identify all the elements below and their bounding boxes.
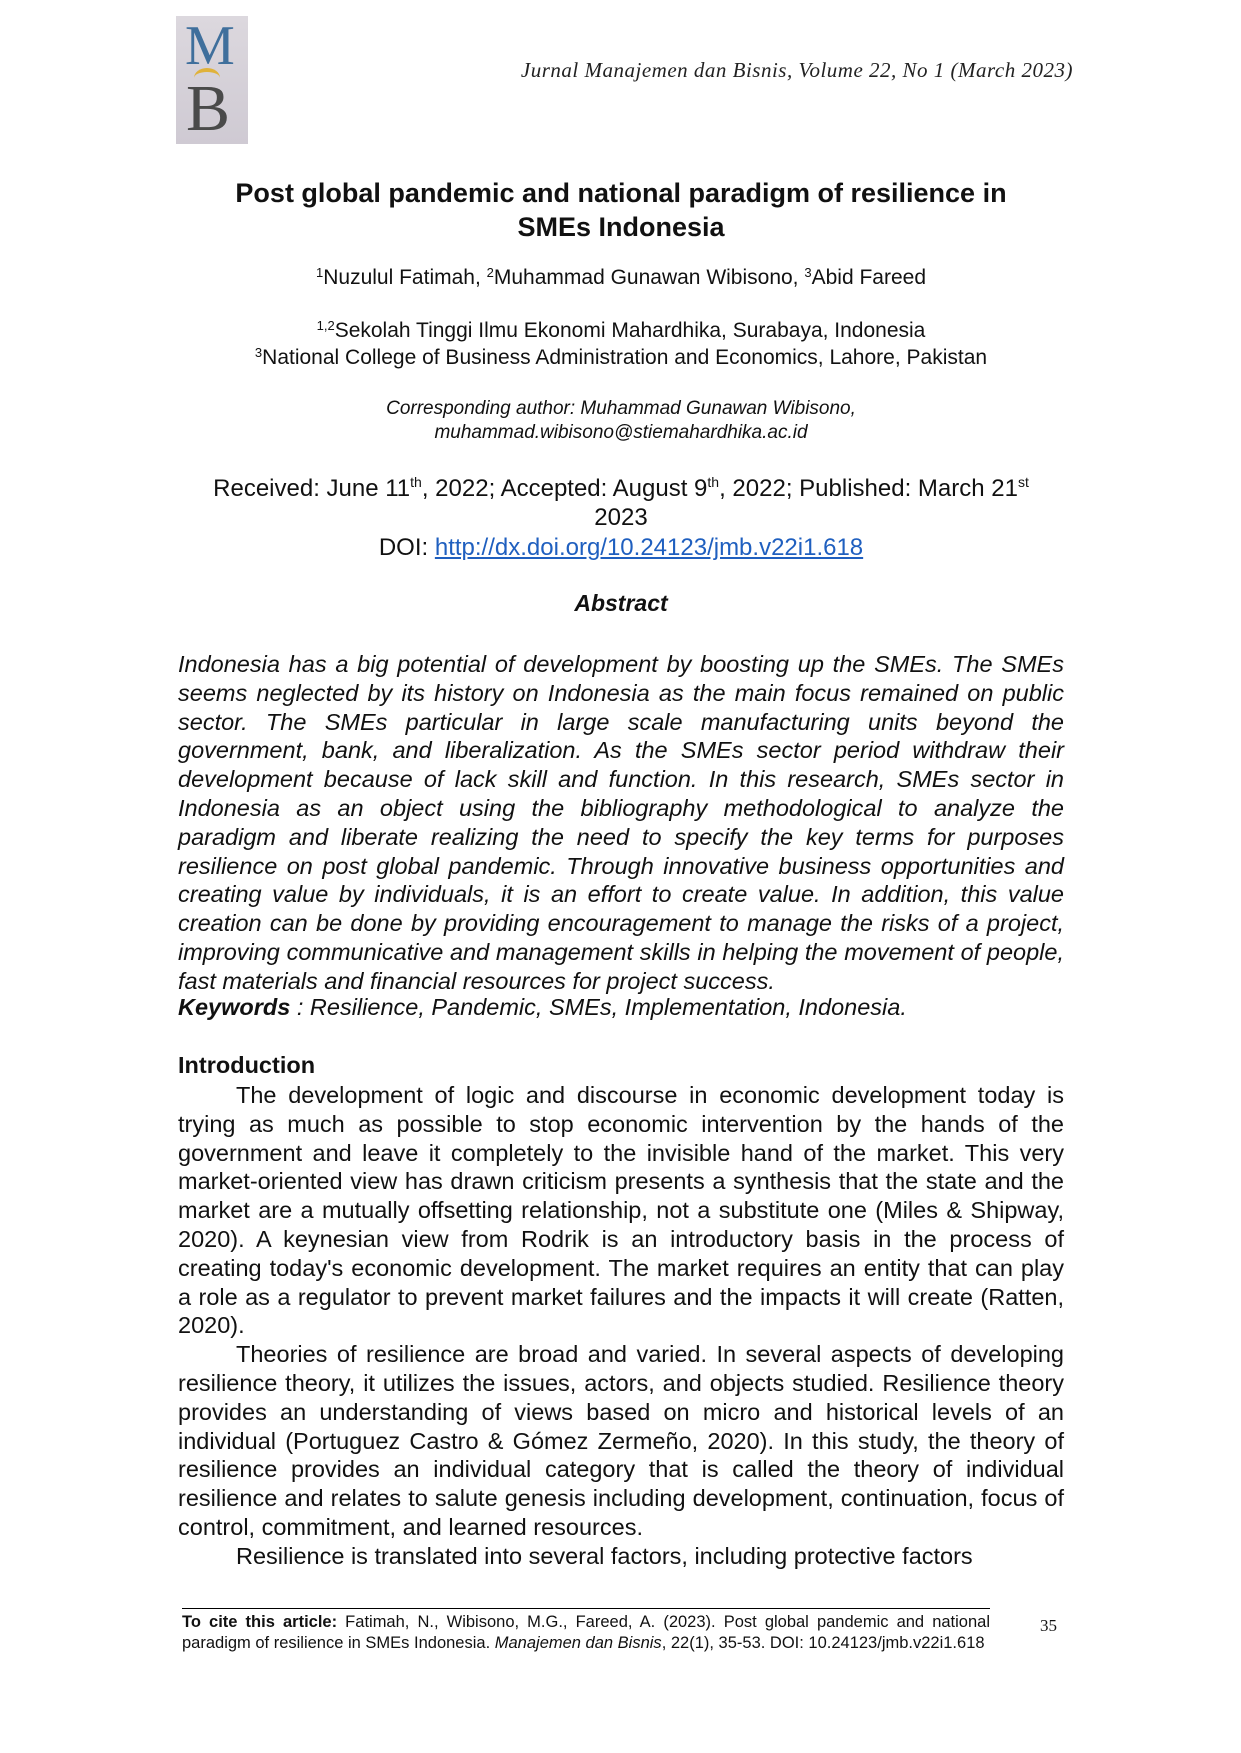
accepted-date: , 2022; Accepted: August 9: [421, 475, 708, 502]
cite-text-2: , 22(1), 35-53. DOI: 10.24123/jmb.v22i1.618: [661, 1633, 985, 1652]
logo-letter-m: M: [185, 15, 235, 77]
doi-label: DOI:: [378, 534, 435, 561]
keywords-text: : Resilience, Pandemic, SMEs, Implementation, Indonesia.: [290, 994, 907, 1020]
footer-divider: [182, 1608, 990, 1609]
accepted-sup: th: [707, 474, 720, 490]
cite-text-1: Fatimah, N., Wibisono, M.G., Fareed, A. (2023). Post global pandemic and national paradigm of resilience in SMEs Indonesia.: [182, 1613, 990, 1652]
affiliation-2: [178, 345, 1064, 371]
affiliation-1-sup: 1,2: [316, 318, 335, 333]
author-3: Abid Fareed: [811, 266, 926, 289]
affiliation-2-sup: 3: [254, 345, 263, 360]
abstract-heading: Abstract: [574, 590, 668, 616]
received-sup: th: [410, 474, 422, 490]
affiliation-2-text: National College of Business Administration and Economics, Lahore, Pakistan: [262, 346, 988, 369]
doi-link[interactable]: http://dx.doi.org/10.24123/jmb.v22i1.618: [434, 534, 864, 561]
affiliation-1-text: Sekolah Tinggi Ilmu Ekonomi Mahardhika, Surabaya, Indonesia: [334, 319, 926, 342]
logo-letter-b: B: [186, 72, 231, 145]
corresponding-line-1: Corresponding author: Muhammad Gunawan Wibisono,: [386, 398, 856, 419]
intro-paragraph-3: Resilience is translated into several factors, including protective factors: [236, 1542, 973, 1569]
intro-paragraph-1: The development of logic and discourse in economic development today is trying as much as possible to stop economic intervention by the hands of the government and leave it completely to the invisible hand of the market. This very market-oriented view has drawn criticism presents a synthesis that the state and the market are a mutually offsetting relationship, not a substitute one (Miles & Shipway, 2020). A keynesian view from Rodrik is an introductory basis in the process of creating today's economic development. The market requires an entity that can play a role as a regulator to prevent market failures and the impacts it will create (Ratten, 2020).: [178, 1082, 1064, 1339]
intro-paragraph-2: Theories of resilience are broad and varied. In several aspects of developing resilience theory, it utilizes the issues, actors, and objects studied. Resilience theory provides an understanding of views based on micro and historical levels of an individual (Portuguez Castro & Gómez Zermeño, 2020). In this study, the theory of resilience provides an individual category that is called the theory of individual resilience and relates to salute genesis including development, continuation, focus of control, commitment, and learned resources.: [178, 1341, 1064, 1540]
page-number: 35: [1040, 1616, 1057, 1635]
doi-line: [178, 533, 1064, 562]
abstract-body: Indonesia has a big potential of development by boosting up the SMEs. The SMEs seems neglected by its history on Indonesia as the main focus remained on public sector. The SMEs particular in large scale manufacturing units beyond the government, bank, and liberalization. As the SMEs sector period withdraw their development because of lack skill and function. In this research, SMEs sector in Indonesia as an object using the bibliography methodological to analyze the paradigm and liberate realizing the need to specify the key terms for purposes resilience on post global pandemic. Through innovative business opportunities and creating value by individuals, it is an effort to create value. In addition, this value creation can be done by providing encouragement to manage the risks of a project, improving communicative and management skills in helping the movement of people, fast materials and financial resources for project success.: [178, 651, 1064, 994]
published-sup: st: [1017, 474, 1029, 490]
journal-logo: [176, 16, 248, 144]
author-1: Nuzulul Fatimah,: [323, 266, 487, 289]
author-2-sup: 2: [486, 265, 494, 280]
title-line-1: Post global pandemic and national paradigm of resilience in: [235, 178, 1007, 208]
corresponding-author: [178, 397, 1064, 445]
author-2: Muhammad Gunawan Wibisono,: [493, 266, 805, 289]
cite-journal: Manajemen dan Bisnis: [494, 1633, 662, 1652]
keywords: [178, 993, 1064, 1022]
published-date: , 2022; Published: March 21: [719, 475, 1018, 502]
publication-dates: [178, 474, 1064, 503]
publication-year: 2023: [594, 504, 648, 531]
author-3-sup: 3: [804, 265, 812, 280]
title-line-2: SMEs Indonesia: [517, 212, 725, 242]
affiliation-1: [178, 318, 1064, 344]
author-list: [178, 265, 1064, 291]
introduction-body: [178, 1081, 1064, 1571]
author-1-sup: 1: [316, 265, 324, 280]
received-date: Received: June 11: [213, 475, 411, 502]
paper-title: [178, 176, 1064, 244]
cite-label: To cite this article:: [182, 1613, 338, 1631]
citation-footer: [182, 1612, 990, 1653]
corresponding-email[interactable]: muhammad.wibisono@stiemahardhika.ac.id: [434, 422, 808, 443]
introduction-heading: Introduction: [178, 1052, 316, 1078]
keywords-label: Keywords: [178, 994, 291, 1020]
journal-header: Jurnal Manajemen dan Bisnis, Volume 22, No 1 (March 2023): [520, 58, 1073, 82]
